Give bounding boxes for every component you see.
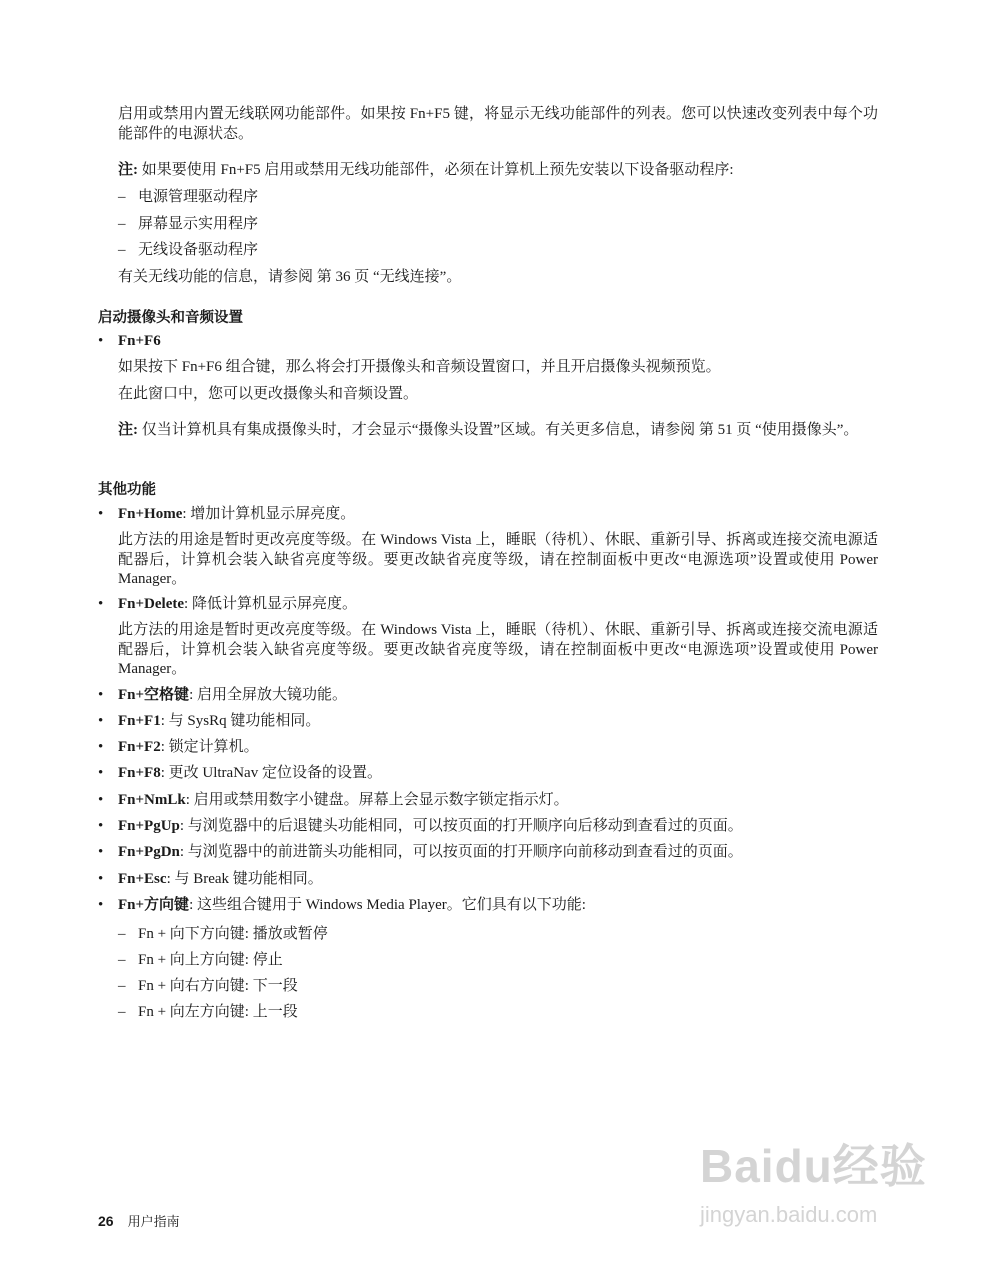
fnf6-text: 如果按下 Fn+F6 组合键，那么将会打开摄像头和音频设置窗口，并且开启摄像头视频预览。	[118, 359, 721, 375]
paragraph-reference: 有关无线功能的信息，请参阅 第 36 页 “无线连接”。	[118, 269, 462, 285]
list-item: • Fn+F1: 与 SysRq 键功能相同。	[98, 713, 321, 729]
list-item: – Fn + 向上方向键: 停止	[118, 952, 283, 968]
list-item: • Fn+Esc: 与 Break 键功能相同。	[98, 871, 323, 887]
list-item: • Fn+NmLk: 启用或禁用数字小键盘。屏幕上会显示数字锁定指示灯。	[98, 792, 569, 808]
page-number: 26	[98, 1213, 114, 1229]
note-camera	[118, 421, 878, 441]
baidu-watermark	[700, 1130, 960, 1260]
list-item: – 无线设备驱动程序	[118, 242, 259, 258]
list-item: • Fn+PgDn: 与浏览器中的前进箭头功能相同，可以按页面的打开顺序向前移动到查看过的页面。	[98, 844, 743, 860]
list-item: – 屏幕显示实用程序	[118, 216, 259, 232]
footer-title: 用户指南	[127, 1214, 180, 1229]
note-label: 注:	[118, 162, 138, 178]
watermark-url: jingyan.baidu.com	[700, 1202, 878, 1227]
list-item: • Fn+PgUp: 与浏览器中的后退键头功能相同，可以按页面的打开顺序向后移动到查看过的页面。	[98, 818, 743, 834]
page-footer	[98, 1211, 180, 1230]
fnf6-text2: 在此窗口中，您可以更改摄像头和音频设置。	[118, 386, 419, 402]
list-item: – 电源管理驱动程序	[118, 189, 259, 205]
fndelete-detail: 此方法的用途是暂时更改亮度等级。在 Windows Vista 上，睡眠（待机）、休眠、重新引导、拆离或连接交流电源适配器后，计算机会装入缺省亮度等级。要更改缺省亮度等级，请在控制面板中更改“电源选项”设置或使用 Power Manager。	[118, 622, 878, 677]
list-item: • Fn+F8: 更改 UltraNav 定位设备的设置。	[98, 765, 382, 781]
watermark-brand: Baidu经验	[700, 1140, 927, 1192]
note-label: 注:	[118, 422, 138, 438]
list-item: • Fn+Delete: 降低计算机显示屏亮度。	[98, 596, 357, 612]
section-heading-other: 其他功能	[98, 482, 156, 498]
note-text: 仅当计算机具有集成摄像头时，才会显示“摄像头设置”区域。有关更多信息，请参阅 第 51 页 “使用摄像头”。	[141, 422, 859, 438]
list-item: • Fn+空格键: 启用全屏放大镜功能。	[98, 687, 347, 703]
note-wireless	[118, 161, 878, 181]
list-item: • Fn+Home: 增加计算机显示屏亮度。	[98, 506, 356, 522]
list-item: – Fn + 向左方向键: 上一段	[118, 1004, 298, 1020]
section-heading-camera: 启动摄像头和音频设置	[98, 310, 243, 326]
fnhome-detail: 此方法的用途是暂时更改亮度等级。在 Windows Vista 上，睡眠（待机）、休眠、重新引导、拆离或连接交流电源适配器后，计算机会装入缺省亮度等级。要更改缺省亮度等级，请在控制面板中更改“电源选项”设置或使用 Power Manager。	[118, 532, 878, 587]
paragraph-wireless: 启用或禁用内置无线联网功能部件。如果按 Fn+F5 键，将显示无线功能部件的列表。您可以快速改变列表中每个功能部件的电源状态。	[118, 106, 878, 142]
note-text: 如果要使用 Fn+F5 启用或禁用无线功能部件，必须在计算机上预先安装以下设备驱动程序:	[141, 162, 734, 178]
list-item: • Fn+F2: 锁定计算机。	[98, 739, 259, 755]
list-item: • Fn+F6	[98, 333, 161, 349]
list-item: – Fn + 向右方向键: 下一段	[118, 978, 298, 994]
list-item: – Fn + 向下方向键: 播放或暂停	[118, 926, 328, 942]
list-item: • Fn+方向键: 这些组合键用于 Windows Media Player。它们具有以下功能:	[98, 897, 586, 913]
